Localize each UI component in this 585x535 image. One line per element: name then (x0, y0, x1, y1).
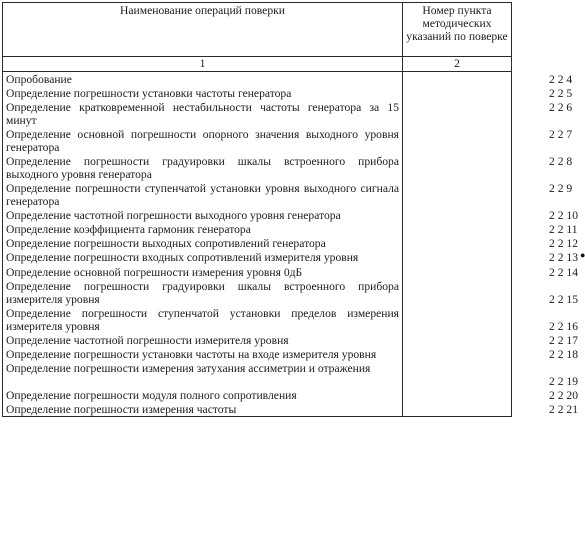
verification-operations-table (2, 2, 585, 417)
clause-number: 2 2 9 (549, 182, 573, 195)
table-row (3, 333, 512, 347)
operation-name: Определение погрешности установки частоты на входе измерителя уровня (6, 348, 377, 361)
table-row (3, 347, 512, 361)
clause-number: 2 2 12 (549, 237, 578, 250)
verification-operations-document (2, 2, 585, 531)
table-row (3, 402, 512, 417)
clause-number: 2 2 13 (549, 251, 578, 264)
clause-number: 2 2 5 (549, 87, 573, 100)
column-number-2: 2 (403, 57, 512, 72)
clause-number: 2 2 14 (549, 266, 578, 279)
clause-number: 2 2 11 (549, 223, 578, 236)
table-row (3, 388, 512, 402)
clause-number: 2 2 17 (549, 334, 578, 347)
operation-name: Определение частотной погрешности измерителя уровня (6, 334, 289, 347)
table-row (3, 181, 512, 208)
header-clause-number: Номер пункта методических указаний по поверке (403, 3, 512, 57)
scan-speck: ● (579, 250, 585, 260)
table-row (3, 208, 512, 222)
table-row (3, 250, 512, 265)
table-row (3, 154, 512, 181)
clause-number: 2 2 10 (549, 209, 578, 222)
column-number-row (3, 57, 512, 72)
clause-number: 2 2 16 (549, 320, 578, 333)
table-header-row (3, 3, 512, 57)
operation-name: Определение кратковременной нестабильности частоты генератора за 15 минут (6, 101, 399, 127)
operation-name: Определение погрешности градуировки шкалы встроенного прибора измерителя уровня (6, 280, 399, 306)
clause-number: 2 2 20 (549, 389, 578, 402)
operation-name: Опробование (6, 73, 72, 86)
table-row (3, 100, 512, 127)
column-number-1: 1 (3, 57, 403, 72)
table-row (3, 86, 512, 100)
clause-number: 2 2 15 (549, 293, 578, 306)
table-row (3, 306, 512, 333)
clause-number: 2 2 19 (549, 375, 578, 388)
table-row (3, 361, 512, 388)
table-row (3, 72, 512, 87)
operation-name: Определение погрешности модуля полного сопротивления (6, 389, 297, 402)
operation-name: Определение коэффициента гармоник генератора (6, 223, 251, 236)
operation-name: Определение погрешности ступенчатой установки уровня выходного сигнала генератора (6, 182, 399, 208)
operation-name: Определение погрешности выходных сопротивлений генератора (6, 237, 326, 250)
clause-number: 2 2 8 (549, 155, 573, 168)
operation-name: Определение основной погрешности опорного значения выходного уровня генератора (6, 128, 399, 154)
table-row (3, 265, 512, 279)
table-row (3, 127, 512, 154)
clause-number: 2 2 4 (549, 73, 573, 86)
operation-name: Определение основной погрешности измерения уровня 0дБ (6, 266, 303, 279)
operation-name: Определение погрешности градуировки шкалы встроенного прибора выходного уровня генератора (6, 155, 399, 181)
table-row (3, 279, 512, 306)
clause-number: 2 2 18 (549, 348, 578, 361)
header-operation-name: Наименование операций поверки (3, 3, 403, 57)
operation-name: Определение частотной погрешности выходного уровня генератора (6, 209, 341, 222)
operation-name: Определение погрешности измерения затухания ассиметрии и отражения (6, 362, 371, 375)
clause-number: 2 2 7 (549, 128, 573, 141)
clause-number: 2 2 21 (549, 403, 578, 416)
clause-number: 2 2 6 (549, 101, 573, 114)
table-row (3, 236, 512, 250)
operation-name: Определение погрешности входных сопротивлений измерителя уровня (6, 251, 359, 264)
operation-name: Определение погрешности установки частоты генератора (6, 87, 292, 100)
operation-name: Определение погрешности измерения частоты (6, 403, 237, 416)
operation-name: Определение погрешности ступенчатой установки пределов измерения измерителя уровня (6, 307, 399, 333)
table-row (3, 222, 512, 236)
